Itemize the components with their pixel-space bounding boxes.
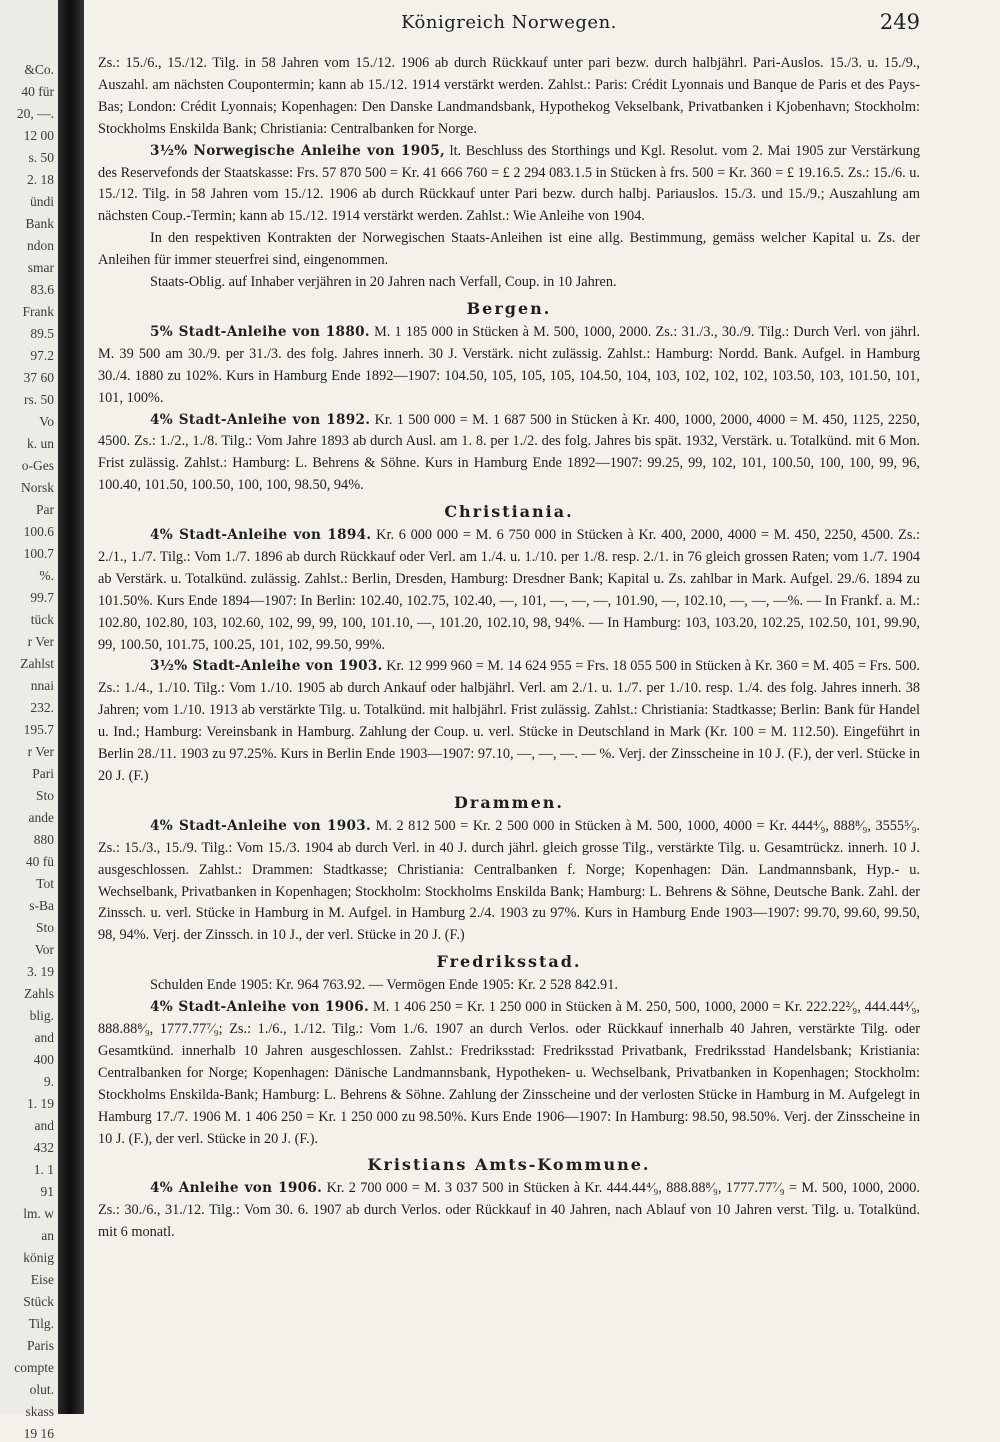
margin-fragment: 100.6 [23, 524, 54, 539]
margin-fragment: 2. 18 [27, 172, 54, 187]
margin-fragment: r Ver [27, 744, 54, 759]
margin-fragment: blig. [29, 1008, 54, 1023]
margin-fragment: 1. 19 [27, 1096, 54, 1111]
margin-fragment: &Co. [24, 62, 54, 77]
page-content [98, 53, 920, 1244]
margin-fragment: 400 [33, 1052, 54, 1067]
margin-fragment: 83.6 [30, 282, 54, 297]
margin-fragment: 37 60 [23, 370, 54, 385]
margin-fragment: Pari [32, 766, 54, 781]
margin-fragment: nnai [30, 678, 54, 693]
heading-christiania: Christiania. [444, 502, 574, 522]
bergen-1880-entry [98, 322, 920, 410]
margin-fragment: ndon [27, 238, 54, 253]
margin-fragment: 100.7 [23, 546, 54, 561]
left-margin-adjacent-page [0, 0, 58, 1441]
kristians-1906-title: 4% Anleihe von 1906. [150, 1180, 323, 1197]
christiania-1903-entry [98, 656, 920, 787]
heading-drammen: Drammen. [454, 792, 564, 812]
margin-fragment: 40 für [21, 84, 54, 99]
fredriksstad-1906-title: 4% Stadt-Anleihe von 1906. [150, 999, 370, 1016]
margin-fragment: ande [28, 810, 54, 825]
drammen-1903-title: 4% Stadt-Anleihe von 1903. [150, 817, 372, 834]
margin-fragment: and [34, 1030, 54, 1045]
margin-fragment: 880 [33, 832, 54, 847]
kristians-1906-entry [98, 1178, 920, 1244]
running-title: Königreich Norwegen. [401, 12, 617, 33]
bergen-1892-title: 4% Stadt-Anleihe von 1892. [150, 411, 371, 428]
loan-1905-entry [98, 141, 920, 229]
christiania-1894-entry [98, 525, 920, 656]
margin-fragment: tück [30, 612, 54, 627]
margin-fragment: r Ver [27, 634, 54, 649]
margin-fragment: 89.5 [30, 326, 54, 341]
margin-fragment: Eise [30, 1272, 54, 1287]
bergen-1880-text: M. 1 185 000 in Stücken à M. 500, 1000, 2000. Zs.: 31./3., 30./9. Tilg.: Durch Verl. von jährl. M. 39 500 am 30./9. per 31./3. des folg. Jahres innerh. 30 J. Verstärk. nicht zulässig. Zahlst.: Hamburg: Nordd. Bank. Aufgel. in Hamburg 30./4. 1880 zu 102%. Kurs in Hamburg Ende 1892—1907: 104.50, 105, 105, 105, 104.50, 104, 103, 102, 102, 102, 103.50, 103, 101.50, 101, 101, 100%. [98, 323, 921, 406]
margin-fragment: 99.7 [30, 590, 54, 605]
contract-note: In den respektiven Kontrakten der Norwegischen Staats-Anleihen ist eine allg. Bestimmung, gemäss welcher Kapital u. Zs. der Anleihen für immer steuerfrei sind, eingenommen. [98, 230, 920, 269]
christiania-1894-title: 4% Stadt-Anleihe von 1894. [150, 527, 372, 544]
margin-fragment: Sto [35, 788, 54, 803]
christiania-1894-text: Kr. 6 000 000 = M. 6 750 000 in Stücken à Kr. 400, 2000, 4000 = M. 450, 2250, 4500. Zs.: 2./1., 1./7. Tilg.: Vom 1./7. 1896 ab durch Rückkauf oder Verl. am 1./4. u. 1./10. per 1./8. resp. 2./1. in 76 gleich grossen Raten; vom 1./7. 1904 ab Verstärk. u. Totalkünd. zulässig. Zahlst.: Berlin, Dresden, Hamburg: Dresdner Bank; Kapital u. Zs. zahlbar in Mark. Aufgel. 29./6. 1894 zu 101.50%. Kurs Ende 1894—1907: In Berlin: 102.40, 102.75, 102.40, —, 101, —, —, —, 101.90, —, 102.10, —, —, —%. — In Frankf. a. M.: 102.80, 102.80, 103, 102.60, 102, 99, 99, 100, 101.10, —, 101.20, 102.10, 98, 94%. — In Hamburg: 103, 103.20, 102.25, 102.50, 101, 99.90, 99, 100.50, 101.75, 100.25, 101, 102, 99.50, 99%. [98, 527, 920, 653]
margin-fragment: ündi [29, 194, 54, 209]
margin-fragment: 91 [40, 1184, 54, 1199]
margin-fragment: Sto [35, 920, 54, 935]
margin-fragment: 20, —. [16, 106, 54, 121]
heading-bergen: Bergen. [466, 298, 552, 318]
margin-fragment: an [41, 1228, 54, 1243]
bergen-1892-entry [98, 410, 920, 498]
margin-fragment: 432 [33, 1140, 54, 1155]
christiania-1903-title: 3½% Stadt-Anleihe von 1903. [150, 658, 383, 675]
margin-fragment: Vor [34, 942, 54, 957]
margin-fragment: rs. 50 [24, 392, 54, 407]
margin-fragment: Stück [23, 1294, 54, 1309]
margin-fragment: k. un [27, 436, 54, 451]
kristians-1906-text: Kr. 2 700 000 = M. 3 037 500 in Stücken à Kr. 444.44⁴⁄₉, 888.88⁸⁄₉, 1777.77⁷⁄₉ = M. 500, 1000, 2000. Zs.: 30./6., 31./12. Tilg.: Vom 30. 6. 1907 ab durch Verlos. oder Rückkauf in 40 Jahren, nach Ablauf von 10 Jahren verst. Tilg. u. Totalkünd. mit 6 monatl. [98, 1180, 920, 1241]
margin-fragment: Paris [27, 1338, 54, 1353]
bergen-1880-title: 5% Stadt-Anleihe von 1880. [150, 323, 370, 340]
margin-fragment: 3. 19 [27, 964, 54, 979]
margin-fragment: o-Ges [21, 458, 54, 473]
margin-fragment: Zahls [24, 986, 54, 1001]
fredriksstad-1906-entry [98, 997, 920, 1150]
margin-fragment: 97.2 [30, 348, 54, 363]
loan-1905-text: lt. Beschluss des Storthings und Kgl. Resolut. vom 2. Mai 1905 zur Verstärkung des Reservefonds der Staatskasse: Frs. 57 870 500 = Kr. 41 666 760 = £ 2 294 083.1.5 in Stücken à frs. 500 = Kr. 360 = £ 19.16.5. Zs.: 15./6. u. 15./12. Tilg. in 58 Jahren vom 15./12. 1906 ab durch Rückkauf unter Pari bezw. durch halbj. Pariauslos. 15./3. und 15./9.; Auszahlung am nächsten Coup.-Termin; kann ab 15./12. 1914 verstärkt werden. Zahlst.: Wie Anleihe von 1904. [98, 142, 920, 225]
margin-fragment: Norsk [21, 480, 54, 495]
page-header [98, 8, 920, 38]
margin-fragment: Frank [22, 304, 54, 319]
bergen-1892-text: Kr. 1 500 000 = M. 1 687 500 in Stücken à Kr. 400, 1000, 2000, 4000 = M. 450, 1125, 2250, 4500. Zs.: 1./2., 1./8. Tilg.: Vom Jahre 1893 ab durch Ausl. am 1. 8. per 1./2. des folg. Jahres bis spät. 1932, Verstärk. u. Totalkünd. mit 6 Mon. Frist zulässig. Zahlst.: Hamburg: L. Behrens & Söhne. Kurs in Hamburg Ende 1892—1907: 99.25, 99, 102, 101, 100.50, 100, 100, 99, 96, 100.40, 101.50, 100.50, 100, 100, 98.50, 94%. [98, 411, 921, 494]
margin-fragment: 232. [30, 700, 54, 715]
margin-fragment: 9. [43, 1074, 54, 1089]
margin-fragment: Bank [25, 216, 54, 231]
margin-fragment: s-Ba [29, 898, 54, 913]
intro-paragraph: Zs.: 15./6., 15./12. Tilg. in 58 Jahren vom 15./12. 1906 ab durch Rückkauf unter pari bezw. durch halbjährl. Pari-Auslos. 15./3. u. 15./9., Auszahl. am nächsten Coupontermin; kann ab 15./12. 1914 verstärkt werden. Zahlst.: Paris: Crédit Lyonnais und Banque de Paris et des Pays-Bas; London: Crédit Lyonnais; Kopenhagen: Den Danske Landmandsbank, Hypothekog Vekselbank, Privatbanken i Kjobenhavn; Stockholm: Stockholms Enskilda Bank; Christiania: Centralbanken for Norge. [98, 55, 920, 137]
margin-fragment: 1. 1 [33, 1162, 54, 1177]
heading-kristians-amts-kommune: Kristians Amts-Kommune. [367, 1155, 651, 1175]
margin-fragment: smar [27, 260, 54, 275]
margin-fragment: compte [14, 1360, 54, 1375]
verjaehrung-note: Staats-Oblig. auf Inhaber verjähren in 20 Jahren nach Verfall, Coup. in 10 Jahren. [150, 274, 617, 291]
margin-fragment: Zahlst [20, 656, 54, 671]
margin-fragment: olut. [29, 1382, 54, 1397]
margin-fragment: s. 50 [28, 150, 54, 165]
margin-fragment: 195.7 [23, 722, 54, 737]
margin-fragment: Tilg. [28, 1316, 54, 1331]
margin-fragment: %. [39, 568, 54, 583]
drammen-1903-text: M. 2 812 500 = Kr. 2 500 000 in Stücken à M. 500, 1000, 4000 = Kr. 444⁴⁄₉, 888⁸⁄₉, 3555⁵⁄₉. Zs.: 15./3., 15./9. Tilg.: Vom 15./3. 1904 ab durch Verl. in 40 J. durch jährl. gleich grosse Tilg., verstärkte Tilg. u. Gesamtrückz. innerh. 10 J. ausgeschlossen. Zahlst.: Drammen: Stadtkasse; Christiania: Centralbanken f. Norge; Kopenhagen: Dän. Landmannsbank, Hyp.- u. Wechselbank, Privatbanken in Kopenhagen; Stockholm: Stockholms Enskilda Bank; Hamburg: L. Behrens & Söhne, Deutsche Bank. Zahl. der Zinssch. u. verl. Stücke in Hamburg in M. Aufgel. in Hamburg 2./4. 1903 zu 97%. Kurs in Hamburg Ende 1903—1907: 99.70, 99.60, 99.50, 98, 94%. Verj. der Zinssch. in 10 J., der verl. Stücke in 20 J. (F.) [98, 817, 921, 944]
margin-fragment: skass [25, 1404, 54, 1419]
christiania-1903-text: Kr. 12 999 960 = M. 14 624 955 = Frs. 18 055 500 in Stücken à Kr. 360 = M. 405 = Frs. 500. Zs.: 1./4., 1./10. Tilg.: Vom 1./10. 1905 ab durch Ankauf oder halbjährl. Verl. am 2./1. u. 1./7. per 1./10. resp. 1./4. des folg. Jahres innerh. 38 Jahren; vom 1./10. 1913 ab verstärkte Tilg. u. Totalkünd. mit halbjährl. Frist zulässig. Zahlst.: Christiania: Stadtkasse; Berlin: Bank für Handel u. Ind.; Hamburg: Vereinsbank in Hamburg. Zahlung der Coup. u. verl. Stücke in Deutschland in Mark (Kr. 100 = M. 112.50). Eingeführt in Berlin 28./11. 1903 zu 97.25%. Kurs in Berlin Ende 1903—1907: 97.10, —, —, —. — %. Verj. der Zinsscheine in 10 J. (F.), der verl. Stücke in 20 J. (F.) [98, 658, 921, 784]
margin-fragment: 19 16 [23, 1426, 54, 1441]
drammen-1903-entry [98, 816, 920, 947]
margin-fragment: and [34, 1118, 54, 1133]
margin-fragment: 40 fü [25, 854, 54, 869]
loan-1905-title: 3½% Norwegische Anleihe von 1905, [150, 142, 445, 159]
page-number: 249 [879, 10, 920, 34]
fredriksstad-1906-text: M. 1 406 250 = Kr. 1 250 000 in Stücken à M. 250, 500, 1000, 2000 = Kr. 222.22²⁄₉, 444.44⁴⁄₉, 888.88⁸⁄₉, 1777.77⁷⁄₉; Zs.: 1./6., 1./12. Tilg.: Vom 1./6. 1907 an durch Verlos. oder Rückkauf innerhalb 40 Jahren, verstärkte Tilg. oder Gesamtkünd. innerhalb 10 Jahren ausgeschlossen. Zahlst.: Fredriksstad: Fredriksstad Privatbank, Fredriksstad Handelsbank; Kristiania: Centralbanken for Norge; Kopenhagen: Dänische Landmannsbank, Hypotheken- u. Wechselbank, Privatbanken in Kopenhagen; Stockholm: Stockholms Enskilda-Bank; Hamburg: L. Behrens & Söhne. Zahlung der Zinsscheine und der verlosten Stücke in Hamburg in M. Aufgelegt in Hamburg 17./7. 1906 M. 1 406 250 = Kr. 1 250 000 zu 98.50%. Kurs Ende 1906—1907: In Hamburg: 98.50, 98.50%. Verj. der Zinsscheine in 10 J. (F.), der verl. Stücke in 20 J. (F.). [98, 999, 920, 1147]
margin-fragment: könig [23, 1250, 54, 1265]
fredriksstad-debt: Schulden Ende 1905: Kr. 964 763.92. — Vermögen Ende 1905: Kr. 2 528 842.91. [150, 977, 618, 994]
margin-fragment: Tot [36, 876, 54, 891]
margin-fragment: Vo [39, 414, 54, 429]
margin-fragment: 12 00 [23, 128, 54, 143]
margin-fragment: Par [36, 502, 54, 517]
heading-fredriksstad: Fredriksstad. [436, 952, 582, 972]
margin-fragment: lm. w [23, 1206, 54, 1221]
page [98, 0, 920, 1414]
book-spine [58, 0, 84, 1414]
